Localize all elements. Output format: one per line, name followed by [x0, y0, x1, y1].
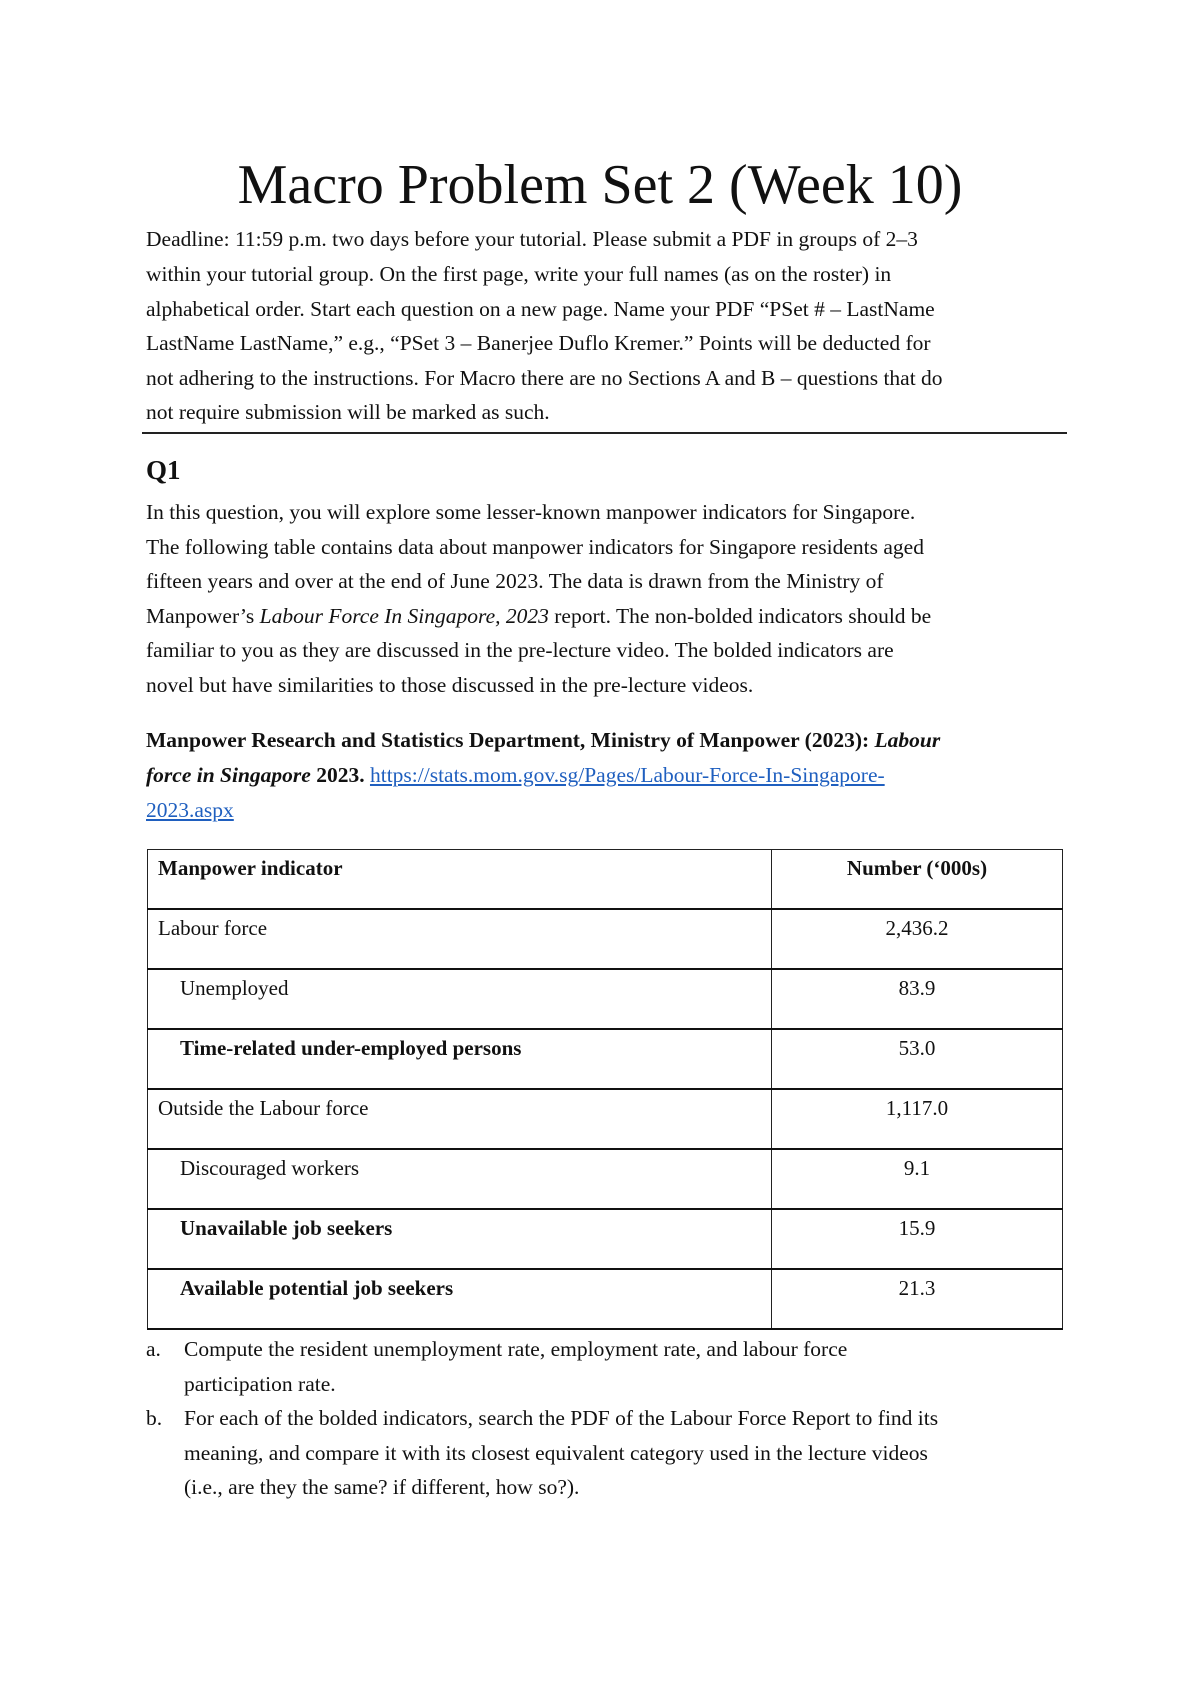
instructions-line: LastName LastName,” e.g., “PSet 3 – Banerjee Duflo Kremer.” Points will be deducted for	[146, 331, 931, 355]
q1-paragraph-line: familiar to you as they are discussed in the pre-lecture video. The bolded indicators are	[146, 638, 894, 662]
text: report. The non-bolded indicators should be	[548, 604, 932, 628]
divider	[142, 432, 1067, 434]
indicator-cell: Time-related under-employed persons	[148, 1029, 772, 1089]
value-cell: 21.3	[772, 1269, 1063, 1329]
indicator-cell: Discouraged workers	[148, 1149, 772, 1209]
table-row	[148, 1209, 1063, 1269]
instructions-line: within your tutorial group. On the first page, write your full names (as on the roster) in	[146, 262, 892, 286]
table-row	[148, 969, 1063, 1029]
citation-title: force in Singapore	[146, 763, 311, 787]
part-marker: a.	[146, 1337, 161, 1361]
q1-paragraph-line: The following table contains data about manpower indicators for Singapore residents aged	[146, 535, 924, 559]
q1-paragraph-line	[146, 599, 931, 634]
indicator-cell: Unavailable job seekers	[148, 1209, 772, 1269]
value-cell: 1,117.0	[772, 1089, 1063, 1149]
citation-line	[146, 723, 940, 758]
part-marker: b.	[146, 1406, 163, 1430]
manpower-table	[147, 849, 1063, 1330]
part-b-line: meaning, and compare it with its closest equivalent category used in the lecture videos	[184, 1441, 928, 1465]
indicator-cell: Unemployed	[148, 969, 772, 1029]
indicator-cell: Available potential job seekers	[148, 1269, 772, 1329]
indicator-cell: Labour force	[148, 909, 772, 969]
table-row	[148, 1089, 1063, 1149]
page-title: Macro Problem Set 2 (Week 10)	[237, 154, 963, 216]
instructions-line: not adhering to the instructions. For Macro there are no Sections A and B – questions that do	[146, 366, 943, 390]
table-row	[148, 1029, 1063, 1089]
report-title: Labour Force In Singapore, 2023	[259, 604, 549, 628]
table-row	[148, 1149, 1063, 1209]
value-cell: 15.9	[772, 1209, 1063, 1269]
part-b-line: For each of the bolded indicators, search the PDF of the Labour Force Report to find its	[184, 1406, 939, 1430]
table-header-row	[148, 850, 1063, 910]
q1-paragraph-line: novel but have similarities to those discussed in the pre-lecture videos.	[146, 673, 754, 697]
value-cell: 9.1	[772, 1149, 1063, 1209]
citation-source: Manpower Research and Statistics Department, Ministry of Manpower (2023):	[146, 728, 875, 752]
value-cell: 2,436.2	[772, 909, 1063, 969]
table-row	[148, 909, 1063, 969]
instructions-line: alphabetical order. Start each question on a new page. Name your PDF “PSet # – LastName	[146, 297, 935, 321]
report-link[interactable]: 2023.aspx	[146, 798, 234, 822]
instructions-line: Deadline: 11:59 p.m. two days before your tutorial. Please submit a PDF in groups of 2–3	[146, 227, 918, 251]
value-cell: 83.9	[772, 969, 1063, 1029]
citation-title: Labour	[874, 728, 941, 752]
table-row	[148, 1269, 1063, 1329]
question-heading: Q1	[146, 455, 181, 485]
instructions-line: not require submission will be marked as such.	[146, 400, 550, 424]
part-a-line: participation rate.	[184, 1372, 336, 1396]
q1-paragraph-line: fifteen years and over at the end of June 2023. The data is drawn from the Ministry of	[146, 569, 884, 593]
citation-year: 2023.	[310, 763, 365, 787]
column-header: Manpower indicator	[148, 850, 772, 910]
indicator-cell: Outside the Labour force	[148, 1089, 772, 1149]
report-link[interactable]: https://stats.mom.gov.sg/Pages/Labour-Force-In-Singapore-	[369, 763, 885, 787]
q1-paragraph-line: In this question, you will explore some lesser-known manpower indicators for Singapore.	[146, 500, 916, 524]
part-b-line: (i.e., are they the same? if different, how so?).	[184, 1475, 580, 1499]
citation-line	[146, 758, 885, 793]
part-a-line: Compute the resident unemployment rate, employment rate, and labour force	[184, 1337, 848, 1361]
text: Manpower’s	[146, 604, 260, 628]
value-cell: 53.0	[772, 1029, 1063, 1089]
citation-line	[146, 793, 234, 828]
column-header: Number (‘000s)	[772, 850, 1063, 910]
